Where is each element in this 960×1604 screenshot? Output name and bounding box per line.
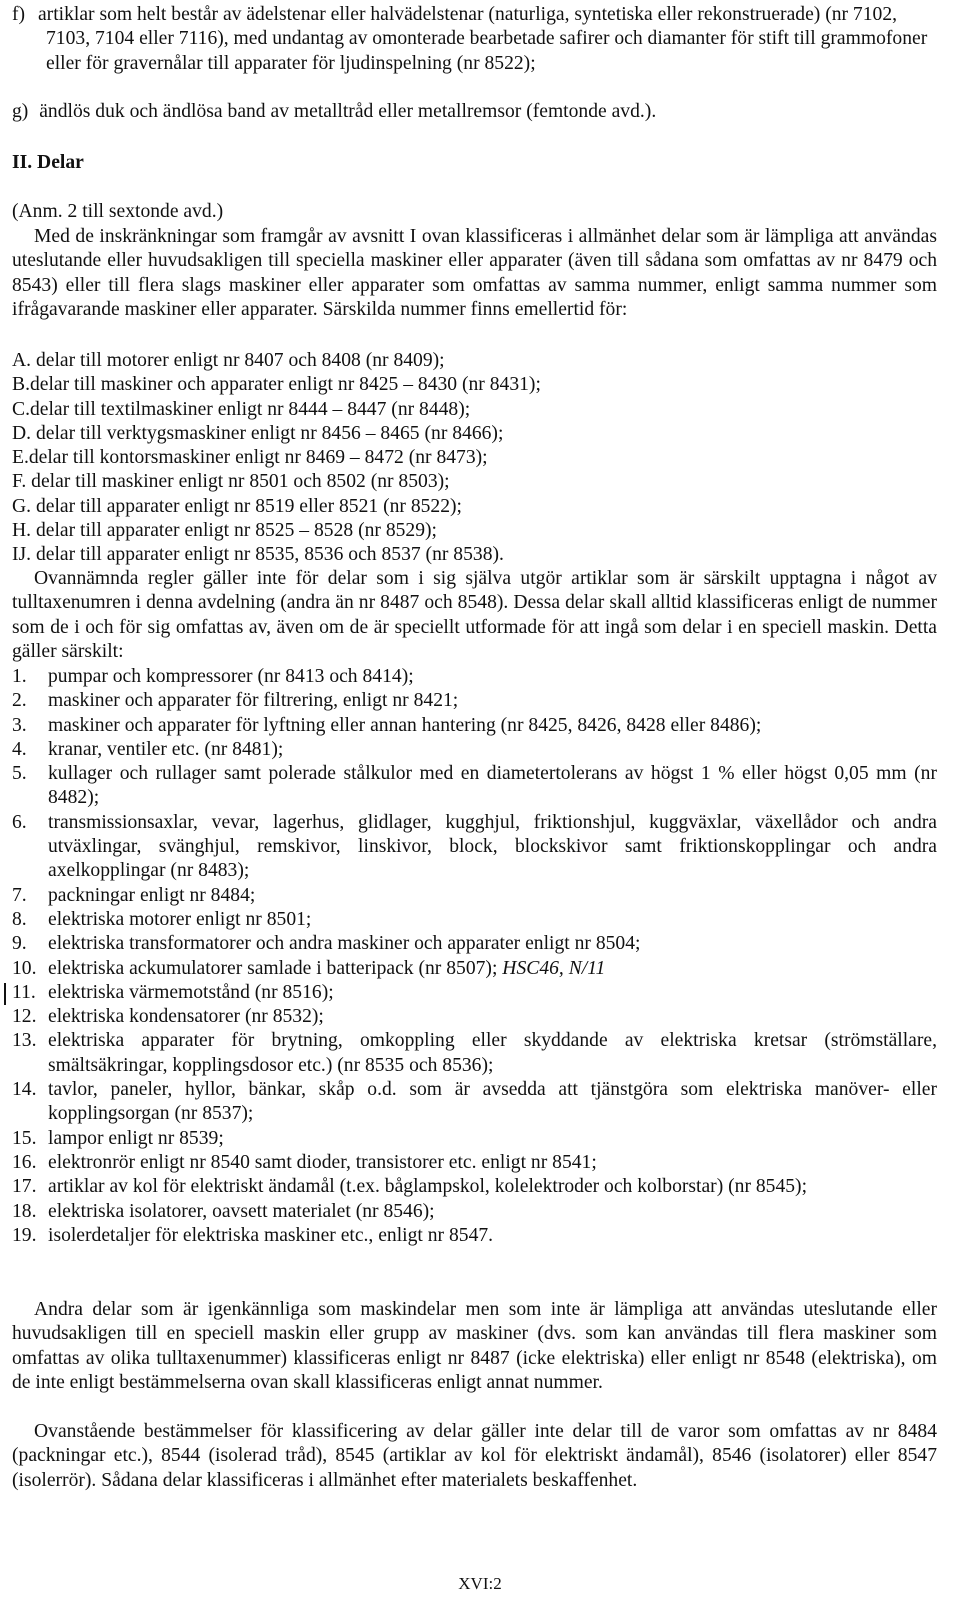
list-item: 16. elektronrör enligt nr 8540 samt dioder, transistorer etc. enligt nr 8541; xyxy=(12,1151,597,1173)
item-label: g) xyxy=(12,101,29,122)
list-item: 17. artiklar av kol för elektriskt ändamål (t.ex. båglampskol, kolelektroder och kolborstar) (nr 8545); xyxy=(12,1176,808,1198)
section-note: (Anm. 2 till sextonde avd.) xyxy=(12,201,224,222)
list-item: 15. lampor enligt nr 8539; xyxy=(12,1127,224,1149)
letter-item: B.delar till maskiner och apparater enligt nr 8425 – 8430 (nr 8431); xyxy=(12,374,541,396)
list-item: 3. maskiner och apparater för lyftning eller annan hantering (nr 8425, 8426, 8428 eller 8486); xyxy=(12,714,762,736)
item-text: artiklar som helt består av ädelstenar eller halvädelstenar (naturliga, syntetiska eller rekonstruerade) (nr 7102, 7103, 7104 eller 7116), med undantag av omonterade bearbetade safirer och diamanter för stift till grammofoner eller för gravernålar till apparater för ljudinspelning (nr 8522); xyxy=(37,4,928,74)
letter-item: G. delar till apparater enligt nr 8519 eller 8521 (nr 8522); xyxy=(12,495,462,517)
list-item: 5. kullager och rullager samt polerade stålkulor med en diametertolerans av högst 1 % eller högst 0,05 mm (nr 8482); xyxy=(12,763,937,809)
list-item: 14. tavlor, paneler, hyllor, bänkar, skåp o.d. som är avsedda att tjänstgöra som elektriska manöver- eller kopplingsorgan (nr 8537); xyxy=(12,1079,937,1125)
top-item-g xyxy=(12,100,937,124)
letter-item: E.delar till kontorsmaskiner enligt nr 8469 – 8472 (nr 8473); xyxy=(12,447,488,469)
list-item: 12. elektriska kondensatorer (nr 8532); xyxy=(12,1006,324,1028)
numbered-list xyxy=(12,665,937,1248)
list-item: 10. elektriska ackumulatorer samlade i batteripack (nr 8507); HSC46, N/11 xyxy=(12,957,606,979)
rules-paragraph: Ovannämnda regler gäller inte för delar som i sig själva utgör artiklar som är särskilt upptagna i något av tulltaxenumren i denna avdelning (andra än nr 8487 och 8548). Dessa delar skall alltid klassificeras enligt de nummer som de i och för sig omfattas av, även om de är speciellt utformade för att ingå som delar i en speciell maskin. Detta gäller särskilt: xyxy=(12,568,937,662)
list-item: 2. maskiner och apparater för filtrering, enligt nr 8421; xyxy=(12,690,459,712)
list-item: 1. pumpar och kompressorer (nr 8413 och 8414); xyxy=(12,666,414,687)
item-label: f) xyxy=(12,4,26,25)
letter-item: F. delar till maskiner enligt nr 8501 och 8502 (nr 8503); xyxy=(12,471,450,493)
list-item: 8. elektriska motorer enligt nr 8501; xyxy=(12,908,312,930)
item-text: ändlös duk och ändlösa band av metalltråd eller metallremsor (femtonde avd.). xyxy=(39,101,657,122)
list-item: 6. transmissionsaxlar, vevar, lagerhus, glidlager, kugghjul, friktionshjul, kuggväxlar, växellådor och andra utväxlingar, svänghjul, remskivor, linskivor, block, blockskivor samt friktionskopplingar och andra axelkopplingar (nr 8483); xyxy=(12,811,937,882)
revision-change-bar xyxy=(4,983,6,1005)
list-item: 7. packningar enligt nr 8484; xyxy=(12,884,256,906)
page-footer: XVI:2 xyxy=(458,1574,502,1593)
other-parts-paragraph: Andra delar som är igenkännliga som maskindelar men som inte är lämpliga att användas uteslutande eller huvudsakligen till en speciell maskin eller grupp av maskiner (dvs. som kan användas till flera maskiner som omfattas av olika tulltaxenummer) klassificeras enligt nr 8487 (icke elektriska) eller enligt nr 8548 (elektriska), om de inte enligt bestämmelserna ovan skall klassificeras enligt annat nummer. xyxy=(12,1299,937,1393)
final-paragraph: Ovanstående bestämmelser för klassificering av delar gäller inte delar till de varor som omfattas av nr 8484 (packningar etc.), 8544 (isolerad tråd), 8545 (artiklar av kol för elektriskt ändamål), 8546 (isolatorer) eller 8547 (isolerrör). Sådana delar klassificeras i allmänhet efter materialets beskaffenhet. xyxy=(12,1421,937,1491)
top-item-f xyxy=(12,3,937,76)
list-item: 9. elektriska transformatorer och andra maskiner och apparater enligt nr 8504; xyxy=(12,933,641,955)
section-heading: II. Delar xyxy=(12,152,84,173)
letter-list xyxy=(12,349,937,568)
list-item: 13. elektriska apparater för brytning, omkoppling eller skyddande av elektriska kretsar (strömställare, smältsäkringar, kopplingsdosor etc.) (nr 8535 och 8536); xyxy=(12,1030,937,1076)
intro-paragraph: Med de inskränkningar som framgår av avsnitt I ovan klassificeras i allmänhet delar som är lämpliga att användas uteslutande eller huvudsakligen till speciella maskiner eller apparater (även till sådana som omfattas av nr 8479 och 8543) eller till flera slags maskiner eller apparater som omfattas av samma nummer, enligt samma nummer som ifrågavarande maskiner eller apparater. Särskilda nummer finns emellertid för: xyxy=(12,226,937,320)
letter-item: H. delar till apparater enligt nr 8525 – 8528 (nr 8529); xyxy=(12,520,437,542)
letter-item: C.delar till textilmaskiner enligt nr 8444 – 8447 (nr 8448); xyxy=(12,398,471,420)
letter-item: D. delar till verktygsmaskiner enligt nr 8456 – 8465 (nr 8466); xyxy=(12,422,504,444)
list-item: 18. elektriska isolatorer, oavsett materialet (nr 8546); xyxy=(12,1200,435,1222)
letter-item: IJ. delar till apparater enligt nr 8535, 8536 och 8537 (nr 8538). xyxy=(12,544,504,566)
revision-note: HSC46, N/11 xyxy=(502,957,606,979)
letter-item: A. delar till motorer enligt nr 8407 och 8408 (nr 8409); xyxy=(12,350,445,371)
list-item: 4. kranar, ventiler etc. (nr 8481); xyxy=(12,738,284,760)
list-item: 11. elektriska värmemotstånd (nr 8516); xyxy=(12,981,334,1003)
list-item: 19. isolerdetaljer för elektriska maskiner etc., enligt nr 8547. xyxy=(12,1224,494,1246)
